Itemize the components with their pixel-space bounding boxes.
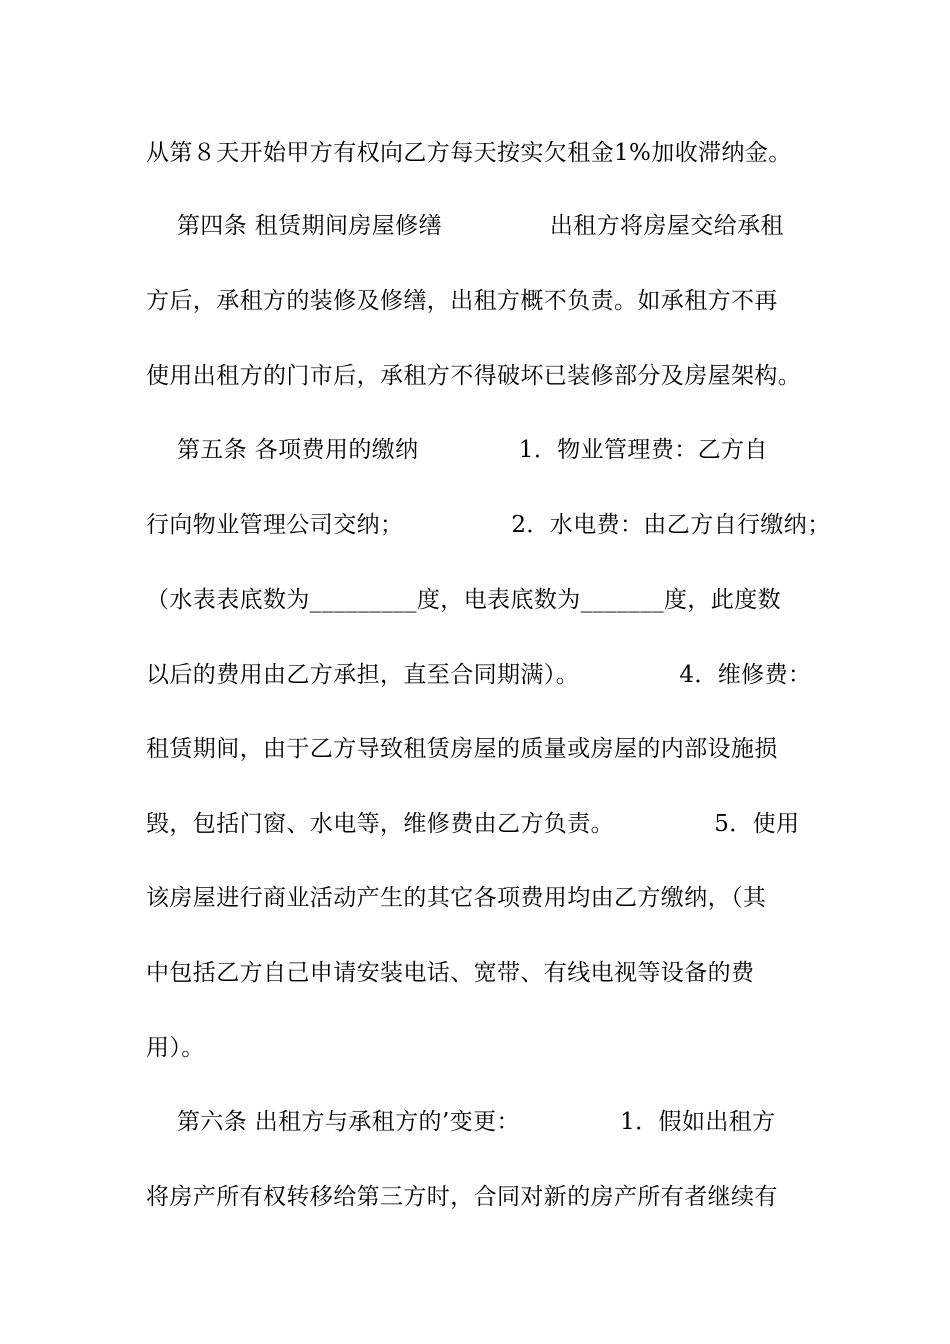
text-line: （水表表底数为_________度，电表底数为_______度，此度数	[146, 587, 781, 613]
text-line: 毁，包括门窗、水电等，维修费由乙方负责。 5．使用	[146, 811, 800, 837]
text-line: 行向物业管理公司交纳； 2．水电费：由乙方自行缴纳；	[146, 512, 831, 538]
text-line: 该房屋进行商业活动产生的其它各项费用均由乙方缴纳，（其	[146, 885, 767, 911]
text-line: 中包括乙方自己申请安装电话、宽带、有线电视等设备的费	[146, 960, 755, 986]
text-line: 租赁期间，由于乙方导致租赁房屋的质量或房屋的内部设施损	[146, 736, 778, 762]
text-line: 以后的费用由乙方承担，直至合同期满）。 4．维修费：	[146, 662, 812, 688]
text-line: 使用出租方的门市后，承租方不得破坏已装修部分及房屋架构。	[146, 363, 802, 389]
text-line: 将房产所有权转移给第三方时，合同对新的房产所有者继续有	[146, 1184, 778, 1210]
text-line: 从第８天开始甲方有权向乙方每天按实欠租金1%加收滞纳金。	[146, 140, 792, 166]
text-line: 用）。	[146, 1035, 205, 1061]
text-line: 第五条 各项费用的缴纳 1．物业管理费：乙方自	[146, 437, 768, 463]
text-line: 第四条 租赁期间房屋修缮 出租方将房屋交给承租	[146, 213, 784, 239]
text-line: 方后，承租方的装修及修缮，出租方概不负责。如承租方不再	[146, 288, 778, 314]
text-line: 第六条 出租方与承租方的’变更： 1．假如出租方	[146, 1109, 776, 1135]
